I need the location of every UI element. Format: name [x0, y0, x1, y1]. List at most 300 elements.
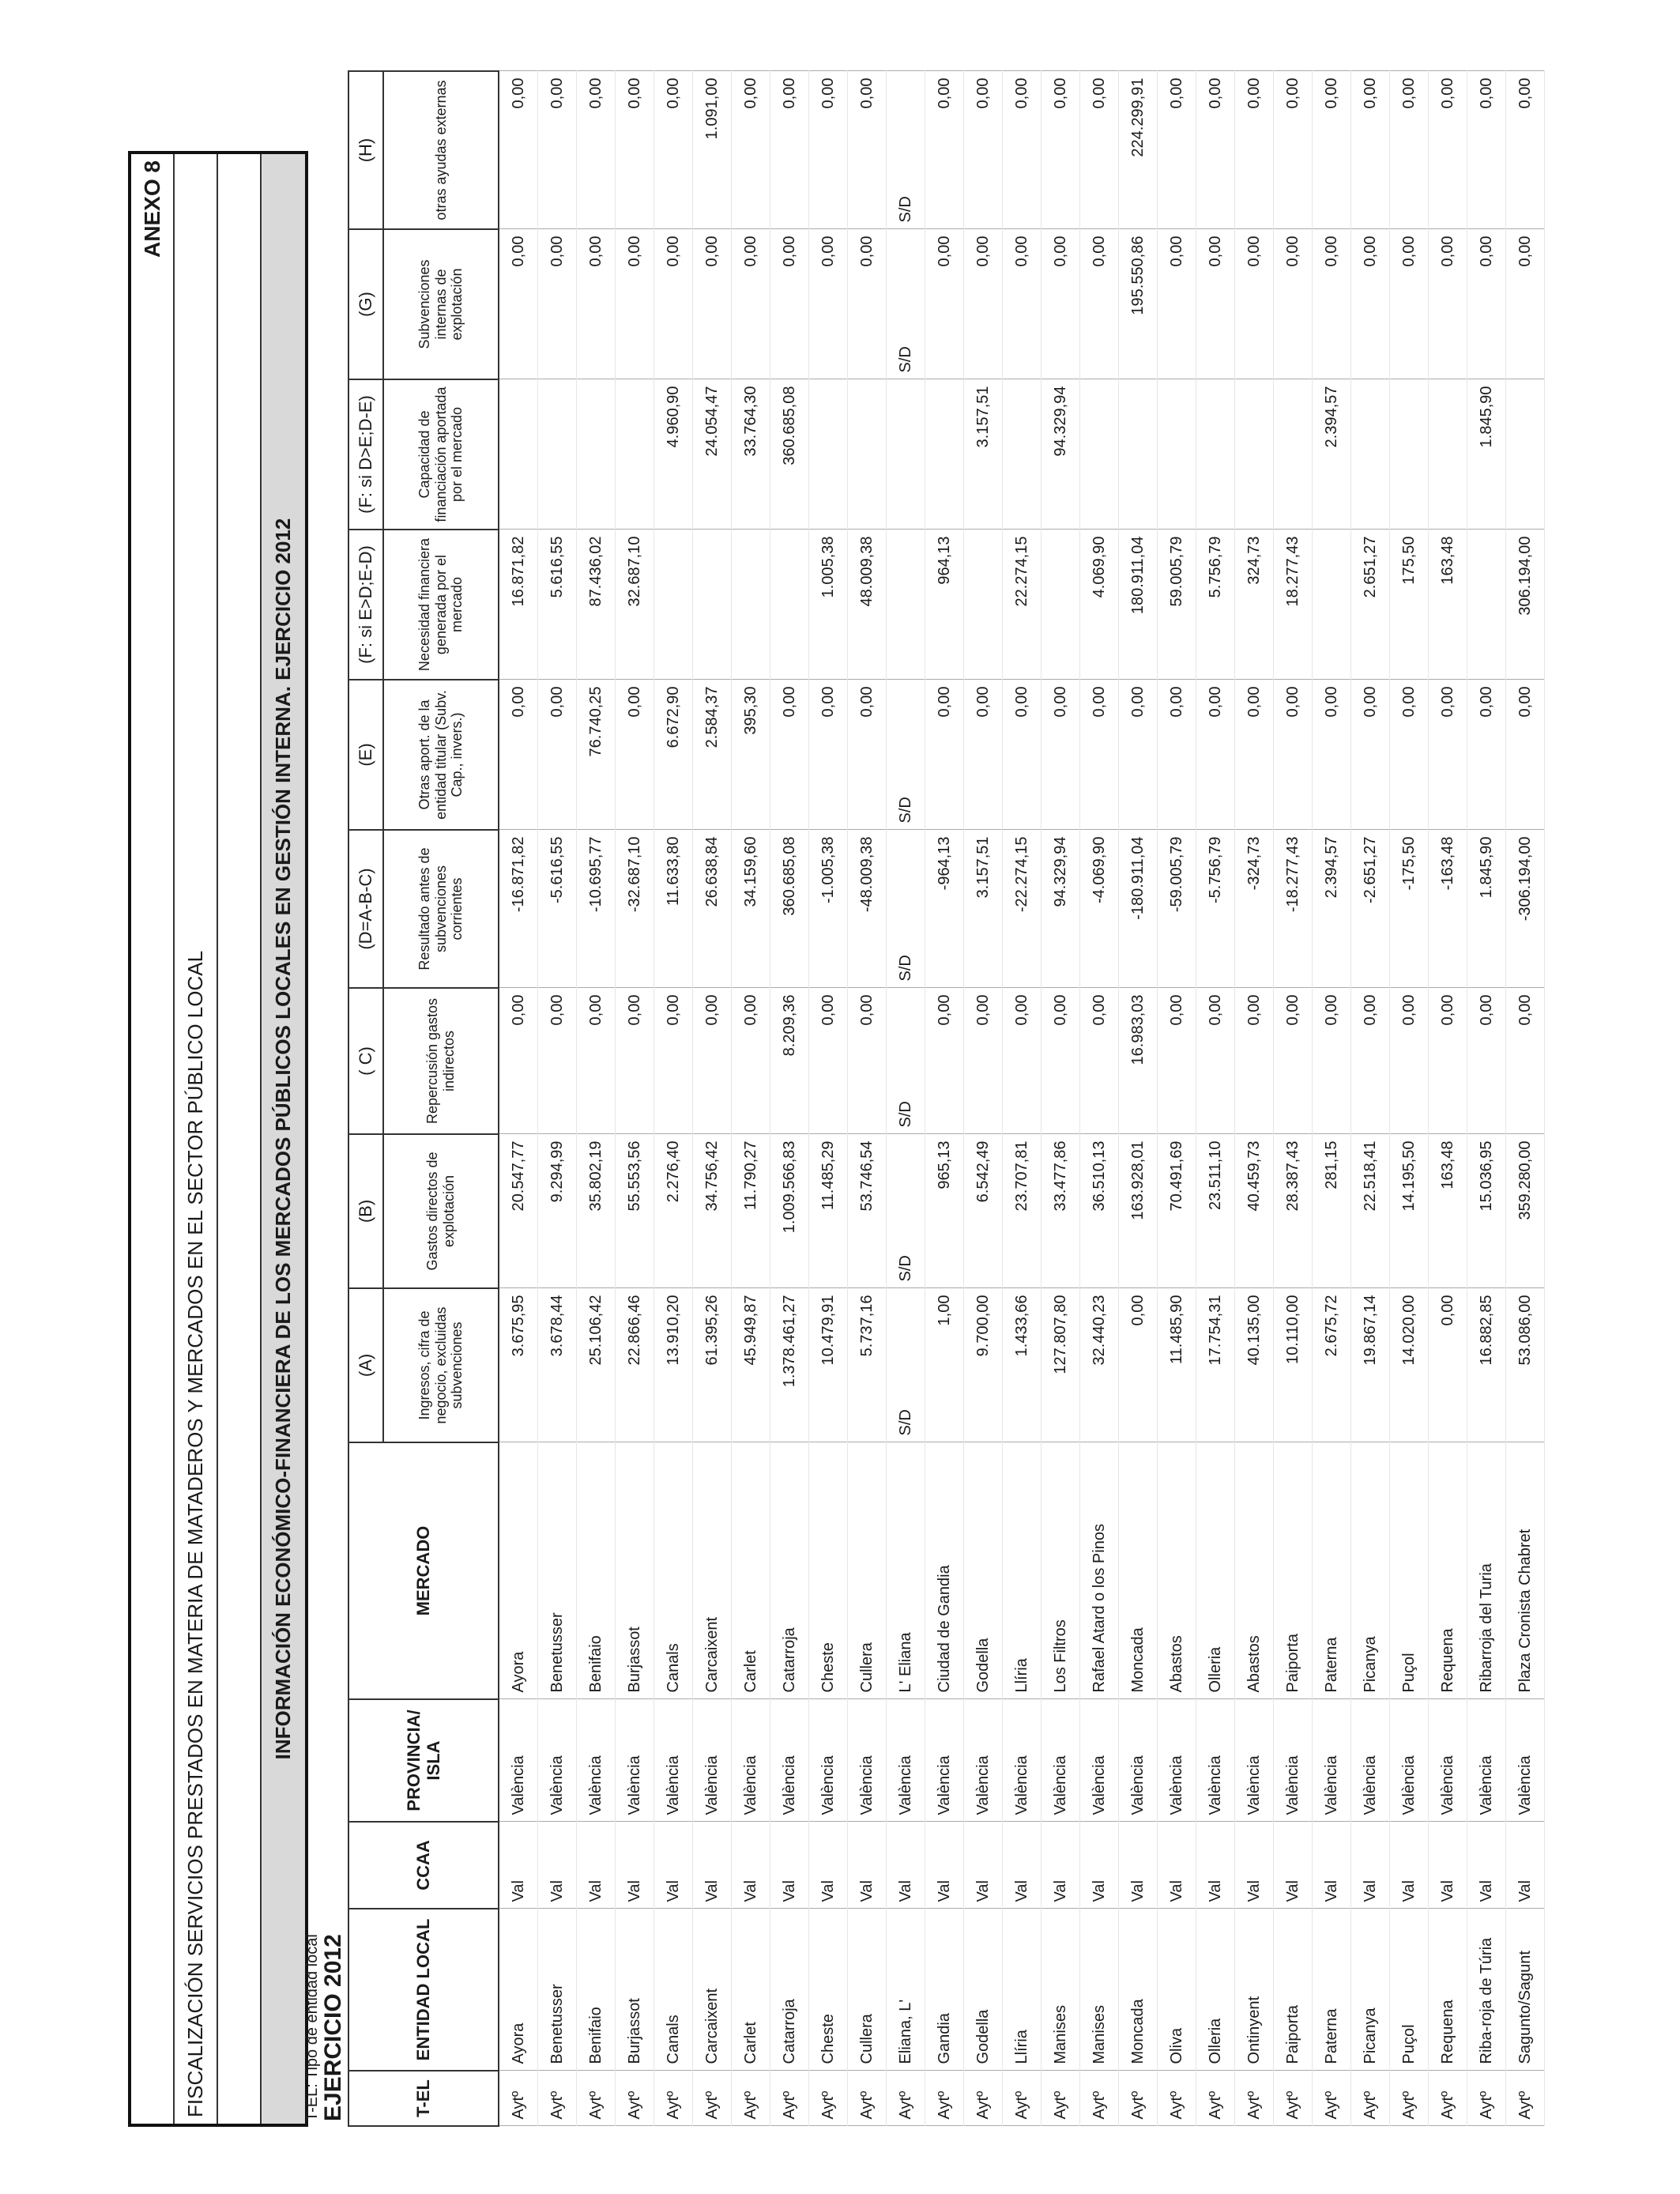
cell-h: 1.091,00	[693, 71, 732, 229]
cell-f1: 175,50	[1390, 530, 1429, 680]
cell-c: 0,00	[1429, 988, 1467, 1134]
cell-provincia: València	[1506, 1699, 1545, 1822]
table-row	[1467, 71, 1506, 2126]
table-row	[809, 71, 848, 2126]
table-row	[1119, 71, 1158, 2126]
cell-h: 0,00	[1506, 71, 1545, 229]
cell-e: 0,00	[538, 680, 577, 830]
cell-f2: 4.960,90	[654, 379, 693, 530]
cell-h: 0,00	[1003, 71, 1042, 229]
cell-provincia: València	[1235, 1699, 1274, 1822]
cell-f2	[1196, 379, 1235, 530]
cell-a: 0,00	[1429, 1288, 1467, 1442]
cell-c: 0,00	[1080, 988, 1119, 1134]
cell-b: 35.802,19	[577, 1134, 616, 1288]
markets-table	[348, 70, 1545, 2127]
cell-f1: 324,73	[1235, 530, 1274, 680]
cell-f2: 360.685,08	[770, 379, 809, 530]
col-entidad: ENTIDAD LOCAL	[348, 1909, 499, 2071]
cell-tel: Aytº	[809, 2071, 848, 2126]
cell-d: 26.638,84	[693, 830, 732, 988]
cell-mercado: Canals	[654, 1442, 693, 1699]
table-row	[616, 71, 654, 2126]
cell-d: 11.633,80	[654, 830, 693, 988]
cell-d: -5.756,79	[1196, 830, 1235, 988]
cell-b: 20.547,77	[499, 1134, 538, 1288]
cell-f1: 964,13	[925, 530, 964, 680]
cell-g: 0,00	[1506, 229, 1545, 379]
cell-mercado: Burjassot	[616, 1442, 654, 1699]
cell-e: 0,00	[1042, 680, 1080, 830]
cell-h: 0,00	[654, 71, 693, 229]
cell-e: 0,00	[809, 680, 848, 830]
cell-a: 11.485,90	[1158, 1288, 1196, 1442]
cell-e: 0,00	[925, 680, 964, 830]
cell-h: 0,00	[1429, 71, 1467, 229]
cell-b: 9.294,99	[538, 1134, 577, 1288]
cell-c: 0,00	[616, 988, 654, 1134]
cell-mercado: Rafael Atard o los Pinos	[1080, 1442, 1119, 1699]
cell-h: 0,00	[538, 71, 577, 229]
cell-ccaa: Val	[1313, 1822, 1351, 1909]
cell-d: -22.274,15	[1003, 830, 1042, 988]
cell-mercado: Catarroja	[770, 1442, 809, 1699]
cell-b: 2.276,40	[654, 1134, 693, 1288]
col-b-desc: Gastos directos de explotación	[383, 1134, 499, 1288]
col-f2-desc: Capacidad de financiación aportada por el mercado	[383, 379, 499, 530]
cell-ccaa: Val	[1467, 1822, 1506, 1909]
cell-a: 22.866,46	[616, 1288, 654, 1442]
cell-d: -306.194,00	[1506, 830, 1545, 988]
cell-provincia: València	[693, 1699, 732, 1822]
table-row	[770, 71, 809, 2126]
cell-f1	[887, 530, 925, 680]
cell-d: -5.616,55	[538, 830, 577, 988]
cell-g: 0,00	[1235, 229, 1274, 379]
cell-provincia: València	[770, 1699, 809, 1822]
cell-d: -48.009,38	[848, 830, 887, 988]
table-row	[693, 71, 732, 2126]
cell-d: -16.871,82	[499, 830, 538, 988]
cell-b: 55.553,56	[616, 1134, 654, 1288]
cell-f1: 4.069,90	[1080, 530, 1119, 680]
cell-a: 14.020,00	[1390, 1288, 1429, 1442]
cell-h: 0,00	[964, 71, 1003, 229]
cell-g: 0,00	[616, 229, 654, 379]
cell-f1: 5.616,55	[538, 530, 577, 680]
cell-h: 0,00	[1080, 71, 1119, 229]
cell-a: 10.479,91	[809, 1288, 848, 1442]
cell-ccaa: Val	[887, 1822, 925, 1909]
col-tel: T-EL	[348, 2071, 499, 2126]
cell-g: 0,00	[848, 229, 887, 379]
cell-b: 1.009.566,83	[770, 1134, 809, 1288]
cell-tel: Aytº	[538, 2071, 577, 2126]
cell-d: -59.005,79	[1158, 830, 1196, 988]
cell-f1: 2.651,27	[1351, 530, 1390, 680]
cell-h: S/D	[887, 71, 925, 229]
cell-h: 0,00	[577, 71, 616, 229]
cell-tel: Aytº	[1313, 2071, 1351, 2126]
cell-h: 0,00	[1351, 71, 1390, 229]
cell-a: 1.378.461,27	[770, 1288, 809, 1442]
cell-f2	[1158, 379, 1196, 530]
cell-e: 0,00	[1313, 680, 1351, 830]
cell-mercado: Ciudad de Gandia	[925, 1442, 964, 1699]
cell-entidad: Eliana, L'	[887, 1909, 925, 2071]
cell-ccaa: Val	[732, 1822, 770, 1909]
cell-mercado: Llíria	[1003, 1442, 1042, 1699]
cell-f1	[964, 530, 1003, 680]
cell-f1: 18.277,43	[1274, 530, 1313, 680]
cell-h: 0,00	[732, 71, 770, 229]
table-row	[1235, 71, 1274, 2126]
cell-entidad: Llíria	[1003, 1909, 1042, 2071]
table-row	[1506, 71, 1545, 2126]
cell-a: 40.135,00	[1235, 1288, 1274, 1442]
cell-entidad: Paterna	[1313, 1909, 1351, 2071]
cell-g: 0,00	[964, 229, 1003, 379]
cell-a: 3.675,95	[499, 1288, 538, 1442]
cell-h: 0,00	[1158, 71, 1196, 229]
table-row	[654, 71, 693, 2126]
cell-f1: 1.005,38	[809, 530, 848, 680]
cell-c: 0,00	[1196, 988, 1235, 1134]
col-e-letter: (E)	[348, 680, 383, 830]
cell-b: 14.195,50	[1390, 1134, 1429, 1288]
cell-c: 0,00	[1351, 988, 1390, 1134]
cell-f2	[1429, 379, 1467, 530]
cell-e: 395,30	[732, 680, 770, 830]
cell-f2: 2.394,57	[1313, 379, 1351, 530]
cell-d: -175,50	[1390, 830, 1429, 988]
col-g-desc: Subvenciones internas de explotación	[383, 229, 499, 379]
cell-f2: 3.157,51	[964, 379, 1003, 530]
cell-e: 0,00	[1080, 680, 1119, 830]
cell-mercado: Plaza Cronista Chabret	[1506, 1442, 1545, 1699]
cell-tel: Aytº	[1196, 2071, 1235, 2126]
cell-b: 70.491,69	[1158, 1134, 1196, 1288]
cell-f2	[1003, 379, 1042, 530]
cell-f2	[1080, 379, 1119, 530]
cell-ccaa: Val	[1429, 1822, 1467, 1909]
col-d-desc: Resultado antes de subvenciones corrientes	[383, 830, 499, 988]
cell-g: 0,00	[538, 229, 577, 379]
cell-h: 0,00	[616, 71, 654, 229]
cell-d: -2.651,27	[1351, 830, 1390, 988]
document-title: FISCALIZACIÓN SERVICIOS PRESTADOS EN MATERIA DE MATADEROS Y MERCADOS EN EL SECTOR PÚBLICO LOCAL	[175, 154, 218, 2124]
cell-mercado: Picanya	[1351, 1442, 1390, 1699]
annex-label: ANEXO 8	[131, 154, 175, 2124]
cell-b: 23.707,81	[1003, 1134, 1042, 1288]
cell-entidad: Riba-roja de Túria	[1467, 1909, 1506, 2071]
col-h-letter: (H)	[348, 71, 383, 229]
cell-tel: Aytº	[964, 2071, 1003, 2126]
cell-ccaa: Val	[1274, 1822, 1313, 1909]
table-row	[964, 71, 1003, 2126]
cell-c: 0,00	[1158, 988, 1196, 1134]
cell-f1: 48.009,38	[848, 530, 887, 680]
cell-tel: Aytº	[1119, 2071, 1158, 2126]
cell-g: 0,00	[1429, 229, 1467, 379]
cell-h: 0,00	[1196, 71, 1235, 229]
table-row	[1274, 71, 1313, 2126]
cell-g: 0,00	[770, 229, 809, 379]
cell-h: 0,00	[1313, 71, 1351, 229]
cell-c: 0,00	[1506, 988, 1545, 1134]
cell-e: 76.740,25	[577, 680, 616, 830]
cell-entidad: Canals	[654, 1909, 693, 2071]
cell-a: 1,00	[925, 1288, 964, 1442]
cell-f1: 306.194,00	[1506, 530, 1545, 680]
cell-ccaa: Val	[654, 1822, 693, 1909]
cell-f1: 163,48	[1429, 530, 1467, 680]
cell-c: 0,00	[732, 988, 770, 1134]
cell-c: 0,00	[499, 988, 538, 1134]
col-f2-letter: (F: si D>E;D-E)	[348, 379, 383, 530]
cell-f1	[654, 530, 693, 680]
cell-b: 11.485,29	[809, 1134, 848, 1288]
cell-f1	[693, 530, 732, 680]
cell-d: -163,48	[1429, 830, 1467, 988]
col-mercado: MERCADO	[348, 1442, 499, 1699]
cell-h: 224.299,91	[1119, 71, 1158, 229]
cell-f1	[1313, 530, 1351, 680]
legend-note: T-EL: Tipo de entidad local	[303, 1934, 321, 2121]
cell-c: 0,00	[1390, 988, 1429, 1134]
cell-a: 13.910,20	[654, 1288, 693, 1442]
cell-c: 0,00	[925, 988, 964, 1134]
cell-e: 0,00	[1119, 680, 1158, 830]
cell-entidad: Manises	[1080, 1909, 1119, 2071]
cell-mercado: Olleria	[1196, 1442, 1235, 1699]
cell-f2	[809, 379, 848, 530]
cell-f1: 32.687,10	[616, 530, 654, 680]
cell-b: 6.542,49	[964, 1134, 1003, 1288]
cell-a: 2.675,72	[1313, 1288, 1351, 1442]
cell-c: 0,00	[1274, 988, 1313, 1134]
cell-provincia: València	[848, 1699, 887, 1822]
cell-entidad: Carlet	[732, 1909, 770, 2071]
cell-b: 28.387,43	[1274, 1134, 1313, 1288]
header-box	[128, 151, 308, 2127]
cell-f2	[1351, 379, 1390, 530]
cell-d: 1.845,90	[1467, 830, 1506, 988]
cell-d: -10.695,77	[577, 830, 616, 988]
cell-f1: 180.911,04	[1119, 530, 1158, 680]
cell-g: 0,00	[1274, 229, 1313, 379]
cell-f2	[1390, 379, 1429, 530]
cell-provincia: València	[1351, 1699, 1390, 1822]
col-c-desc: Repercusión gastos indirectos	[383, 988, 499, 1134]
cell-ccaa: Val	[1158, 1822, 1196, 1909]
cell-d: -32.687,10	[616, 830, 654, 988]
cell-entidad: Oliva	[1158, 1909, 1196, 2071]
cell-provincia: València	[654, 1699, 693, 1822]
header-row-letters	[348, 71, 383, 2126]
cell-e: 0,00	[964, 680, 1003, 830]
cell-b: 11.790,27	[732, 1134, 770, 1288]
year-heading: EJERCICIO 2012	[320, 1934, 346, 2121]
cell-b: 163,48	[1429, 1134, 1467, 1288]
table-row	[887, 71, 925, 2126]
cell-h: 0,00	[1274, 71, 1313, 229]
cell-f1: 16.871,82	[499, 530, 538, 680]
cell-h: 0,00	[1390, 71, 1429, 229]
cell-mercado: Benifaio	[577, 1442, 616, 1699]
cell-e: 0,00	[1158, 680, 1196, 830]
cell-g: 0,00	[732, 229, 770, 379]
col-b-letter: (B)	[348, 1134, 383, 1288]
cell-a: 61.395,26	[693, 1288, 732, 1442]
cell-a: 5.737,16	[848, 1288, 887, 1442]
cell-g: 0,00	[809, 229, 848, 379]
cell-provincia: València	[538, 1699, 577, 1822]
cell-h: 0,00	[848, 71, 887, 229]
cell-ccaa: Val	[1235, 1822, 1274, 1909]
cell-c: 0,00	[848, 988, 887, 1134]
cell-ccaa: Val	[1119, 1822, 1158, 1909]
cell-b: 163.928,01	[1119, 1134, 1158, 1288]
col-h-desc: otras ayudas externas	[383, 71, 499, 229]
cell-ccaa: Val	[770, 1822, 809, 1909]
cell-ccaa: Val	[1003, 1822, 1042, 1909]
cell-entidad: Carcaixent	[693, 1909, 732, 2071]
cell-tel: Aytº	[499, 2071, 538, 2126]
cell-entidad: Sagunto/Sagunt	[1506, 1909, 1545, 2071]
cell-provincia: València	[1429, 1699, 1467, 1822]
cell-entidad: Cheste	[809, 1909, 848, 2071]
cell-d: 360.685,08	[770, 830, 809, 988]
table-row	[1042, 71, 1080, 2126]
cell-e: 0,00	[1390, 680, 1429, 830]
cell-d: -18.277,43	[1274, 830, 1313, 988]
cell-c: 0,00	[964, 988, 1003, 1134]
cell-e: 2.584,37	[693, 680, 732, 830]
cell-e: 0,00	[770, 680, 809, 830]
cell-mercado: L' Eliana	[887, 1442, 925, 1699]
table-row	[848, 71, 887, 2126]
cell-ccaa: Val	[1042, 1822, 1080, 1909]
cell-g: 0,00	[1003, 229, 1042, 379]
cell-tel: Aytº	[616, 2071, 654, 2126]
cell-f1: 87.436,02	[577, 530, 616, 680]
cell-tel: Aytº	[1158, 2071, 1196, 2126]
table-row	[732, 71, 770, 2126]
cell-g: 0,00	[1080, 229, 1119, 379]
cell-d: S/D	[887, 830, 925, 988]
cell-mercado: Ribarroja del Turia	[1467, 1442, 1506, 1699]
cell-e: S/D	[887, 680, 925, 830]
cell-entidad: Olleria	[1196, 1909, 1235, 2071]
cell-c: 0,00	[1467, 988, 1506, 1134]
cell-e: 0,00	[1429, 680, 1467, 830]
cell-g: 0,00	[1390, 229, 1429, 379]
cell-d: 34.159,60	[732, 830, 770, 988]
cell-d: 2.394,57	[1313, 830, 1351, 988]
cell-f2	[925, 379, 964, 530]
col-f1-letter: (F: si E>D;E-D)	[348, 530, 383, 680]
cell-ccaa: Val	[499, 1822, 538, 1909]
cell-a: 25.106,42	[577, 1288, 616, 1442]
table-row	[1003, 71, 1042, 2126]
cell-c: 0,00	[1313, 988, 1351, 1134]
cell-a: 19.867,14	[1351, 1288, 1390, 1442]
cell-tel: Aytº	[925, 2071, 964, 2126]
cell-entidad: Benetusser	[538, 1909, 577, 2071]
cell-f2	[577, 379, 616, 530]
cell-a: 0,00	[1119, 1288, 1158, 1442]
cell-ccaa: Val	[964, 1822, 1003, 1909]
cell-d: -324,73	[1235, 830, 1274, 988]
cell-tel: Aytº	[732, 2071, 770, 2126]
cell-e: 0,00	[848, 680, 887, 830]
cell-provincia: València	[616, 1699, 654, 1822]
cell-mercado: Moncada	[1119, 1442, 1158, 1699]
cell-entidad: Godella	[964, 1909, 1003, 2071]
cell-d: 3.157,51	[964, 830, 1003, 988]
cell-e: 0,00	[1274, 680, 1313, 830]
cell-tel: Aytº	[1506, 2071, 1545, 2126]
cell-a: 45.949,87	[732, 1288, 770, 1442]
cell-c: 0,00	[538, 988, 577, 1134]
cell-entidad: Catarroja	[770, 1909, 809, 2071]
cell-a: 16.882,85	[1467, 1288, 1506, 1442]
cell-h: 0,00	[499, 71, 538, 229]
cell-ccaa: Val	[577, 1822, 616, 1909]
cell-b: 40.459,73	[1235, 1134, 1274, 1288]
cell-entidad: Cullera	[848, 1909, 887, 2071]
cell-mercado: Los Filtros	[1042, 1442, 1080, 1699]
cell-f1	[1467, 530, 1506, 680]
cell-mercado: Cheste	[809, 1442, 848, 1699]
cell-c: 0,00	[1235, 988, 1274, 1134]
cell-tel: Aytº	[1351, 2071, 1390, 2126]
cell-entidad: Ontinyent	[1235, 1909, 1274, 2071]
col-provincia: PROVINCIA/ ISLA	[348, 1699, 499, 1822]
cell-c: 0,00	[1042, 988, 1080, 1134]
cell-a: 53.086,00	[1506, 1288, 1545, 1442]
cell-e: 0,00	[1003, 680, 1042, 830]
cell-f1: 59.005,79	[1158, 530, 1196, 680]
cell-provincia: València	[925, 1699, 964, 1822]
section-title: INFORMACIÓN ECONÓMICO-FINANCIERA DE LOS MERCADOS PÚBLICOS LOCALES EN GESTIÓN INTERNA. EJERCICIO 2012	[262, 154, 305, 2124]
cell-c: 0,00	[693, 988, 732, 1134]
cell-a: 32.440,23	[1080, 1288, 1119, 1442]
cell-e: 0,00	[1467, 680, 1506, 830]
cell-provincia: València	[1003, 1699, 1042, 1822]
table-row	[1429, 71, 1467, 2126]
cell-c: 0,00	[654, 988, 693, 1134]
cell-f2	[1119, 379, 1158, 530]
cell-g: 0,00	[1467, 229, 1506, 379]
cell-g: 0,00	[577, 229, 616, 379]
cell-entidad: Puçol	[1390, 1909, 1429, 2071]
cell-b: 281,15	[1313, 1134, 1351, 1288]
cell-provincia: València	[1042, 1699, 1080, 1822]
cell-mercado: Puçol	[1390, 1442, 1429, 1699]
cell-f2	[848, 379, 887, 530]
cell-e: 0,00	[1351, 680, 1390, 830]
cell-g: 0,00	[654, 229, 693, 379]
cell-d: 94.329,94	[1042, 830, 1080, 988]
cell-g: 0,00	[925, 229, 964, 379]
col-e-desc: Otras aport. de la entidad titular (Subv. Cap., invers.)	[383, 680, 499, 830]
cell-ccaa: Val	[538, 1822, 577, 1909]
cell-ccaa: Val	[1080, 1822, 1119, 1909]
cell-tel: Aytº	[1235, 2071, 1274, 2126]
cell-tel: Aytº	[577, 2071, 616, 2126]
